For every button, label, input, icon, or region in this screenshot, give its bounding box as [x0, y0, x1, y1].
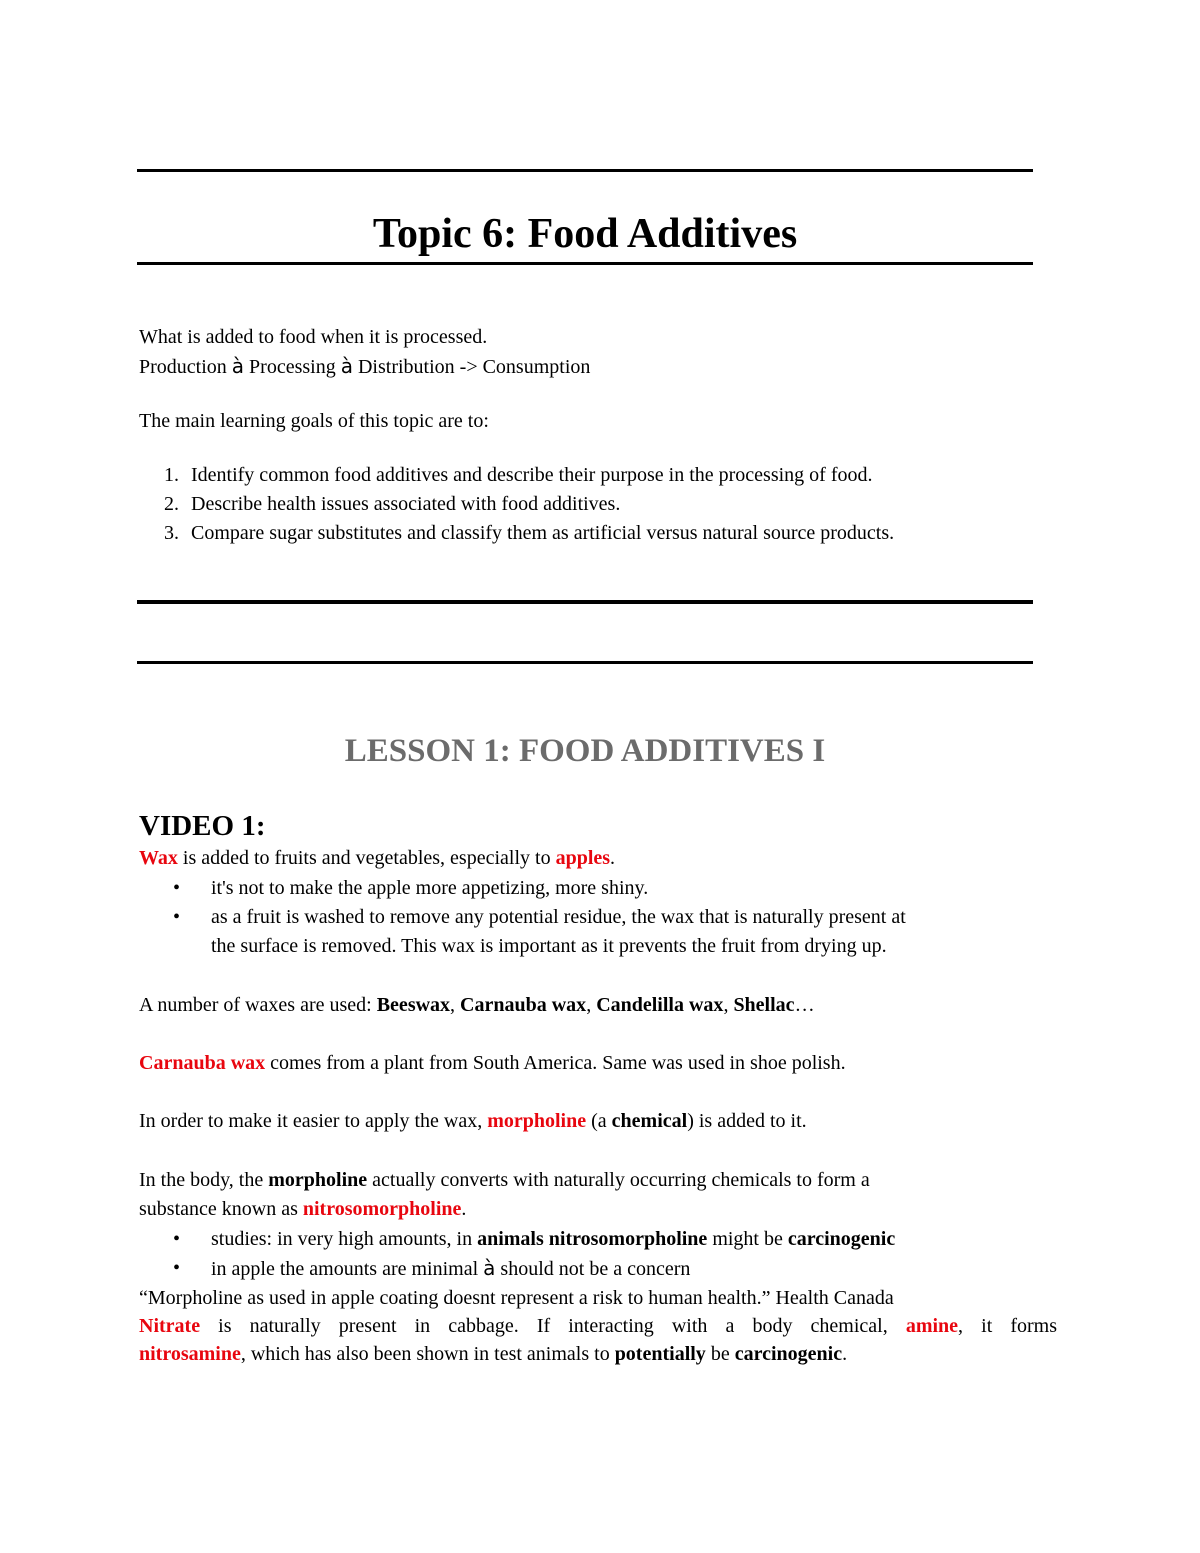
- section-rule-2: [137, 661, 1033, 664]
- section-rule-1: [137, 600, 1033, 604]
- goal-text: Identify common food additives and describe their purpose in the processing of food.: [191, 464, 873, 486]
- term-carcinogenic-2: carcinogenic: [734, 1343, 843, 1365]
- morpholine-lead: In order to make it easier to apply the wax,: [139, 1110, 488, 1132]
- bullet-icon: •: [173, 877, 181, 899]
- term-nitrosamine: nitrosamine: [139, 1343, 241, 1365]
- bullet-icon: •: [173, 1228, 181, 1250]
- nitrosamine-mid: , which has also been shown in test animals to: [240, 1343, 615, 1365]
- bullet-text: it's not to make the apple more appetizing, more shiny.: [211, 877, 649, 899]
- wax-line-text: is added to fruits and vegetables, especially to: [177, 847, 556, 869]
- goal-text: Compare sugar substitutes and classify them as artificial versus natural source products.: [191, 522, 895, 544]
- wax-line: [139, 844, 615, 873]
- sep: ,: [450, 994, 461, 1016]
- bullet-text: as a fruit is washed to remove any potential residue, the wax that is naturally present at: [211, 906, 906, 928]
- goal-text: Describe health issues associated with food additives.: [191, 493, 621, 515]
- top-rule-1: [137, 169, 1033, 172]
- term-wax: Wax: [139, 847, 178, 869]
- studies-lead: studies: in very high amounts, in: [211, 1228, 478, 1250]
- goal-number: 2.: [164, 493, 179, 515]
- sep: ,: [586, 994, 597, 1016]
- goal-number: 1.: [164, 464, 179, 486]
- term-chemical: chemical: [611, 1110, 688, 1132]
- goal-item: [139, 461, 894, 490]
- flow-arrow-1: à: [231, 354, 245, 378]
- term-carcinogenic: carcinogenic: [787, 1228, 896, 1250]
- body-rest: actually converts with naturally occurring chemicals to form a: [367, 1169, 870, 1191]
- page-title: Topic 6: Food Additives: [372, 211, 798, 257]
- bullet-icon: •: [173, 1257, 181, 1279]
- bullet-text-cont: the surface is removed. This wax is important as it prevents the fruit from drying up.: [211, 935, 887, 957]
- term-carnauba: Carnauba wax: [460, 994, 587, 1016]
- flow-production: Production: [139, 356, 227, 378]
- term-amine: amine: [905, 1315, 959, 1337]
- list-item: [139, 903, 906, 961]
- term-shellac: Shellac: [733, 994, 795, 1016]
- arrow-glyph: à: [483, 1256, 496, 1280]
- studies-mid: might be: [707, 1228, 788, 1250]
- term-carnauba-wax: Carnauba wax: [139, 1052, 266, 1074]
- study-bullets: [139, 1225, 895, 1284]
- carnauba-line: [139, 1049, 846, 1078]
- lesson-title: LESSON 1: FOOD ADDITIVES I: [344, 733, 826, 769]
- list-item: [139, 1254, 895, 1284]
- waxes-line: [139, 991, 815, 1020]
- goal-item: [139, 490, 894, 519]
- flow-arrow-2: à: [340, 354, 353, 378]
- wax-line-end: .: [610, 847, 616, 869]
- top-rule-2: [137, 262, 1033, 265]
- term-candelilla: Candelilla wax: [596, 994, 724, 1016]
- bullet-icon: •: [173, 906, 181, 928]
- term-potentially: potentially: [614, 1343, 706, 1365]
- nitrosamine-be: be: [705, 1343, 735, 1365]
- sep: ,: [723, 994, 734, 1016]
- goals-intro: The main learning goals of this topic are to:: [139, 410, 489, 432]
- body-lead: In the body, the: [139, 1169, 269, 1191]
- morpholine-mid: (a: [586, 1110, 612, 1132]
- process-flow: [139, 352, 590, 382]
- apple-rest: should not be a concern: [495, 1258, 691, 1280]
- apple-lead: in apple the amounts are minimal: [211, 1258, 484, 1280]
- term-morpholine: morpholine: [487, 1110, 587, 1132]
- goal-number: 3.: [164, 522, 179, 544]
- intro-line: What is added to food when it is processed.: [139, 326, 488, 348]
- term-beeswax: Beeswax: [376, 994, 451, 1016]
- list-item: [139, 874, 906, 903]
- ellipsis: …: [794, 994, 815, 1016]
- nitrosamine-line: [139, 1340, 847, 1369]
- morpholine-line: [139, 1107, 807, 1136]
- term-morpholine-bold: morpholine: [268, 1169, 368, 1191]
- health-canada-quote: “Morpholine as used in apple coating doesnt represent a risk to human health.” Health Canada: [139, 1287, 894, 1309]
- nitrosamine-end: .: [842, 1343, 848, 1365]
- carnauba-rest: comes from a plant from South America. Same was used in shoe polish.: [265, 1052, 846, 1074]
- term-nitrate: Nitrate: [139, 1315, 201, 1337]
- list-item: [139, 1225, 895, 1254]
- term-apples: apples: [555, 847, 611, 869]
- nitrate-mid: is naturally present in cabbage. If interacting with a body chemical,: [200, 1315, 906, 1337]
- term-nitrosomorpholine: nitrosomorpholine: [302, 1198, 462, 1220]
- video-heading: VIDEO 1:: [139, 810, 266, 842]
- wax-bullets: [139, 874, 906, 961]
- waxes-lead: A number of waxes are used:: [139, 994, 377, 1016]
- body-line: [139, 1166, 870, 1224]
- goal-item: [139, 519, 894, 548]
- nitrate-end: , it forms: [958, 1315, 1057, 1337]
- nitrate-paragraph: [139, 1312, 1057, 1341]
- learning-goals-list: [139, 461, 894, 548]
- term-animals: animals nitrosomorpholine: [477, 1228, 708, 1250]
- flow-processing: Processing: [249, 356, 336, 378]
- morpholine-end: ) is added to it.: [687, 1110, 807, 1132]
- flow-rest: Distribution -> Consumption: [357, 356, 591, 378]
- body-end: .: [461, 1198, 467, 1220]
- body-line2: substance known as: [139, 1198, 303, 1220]
